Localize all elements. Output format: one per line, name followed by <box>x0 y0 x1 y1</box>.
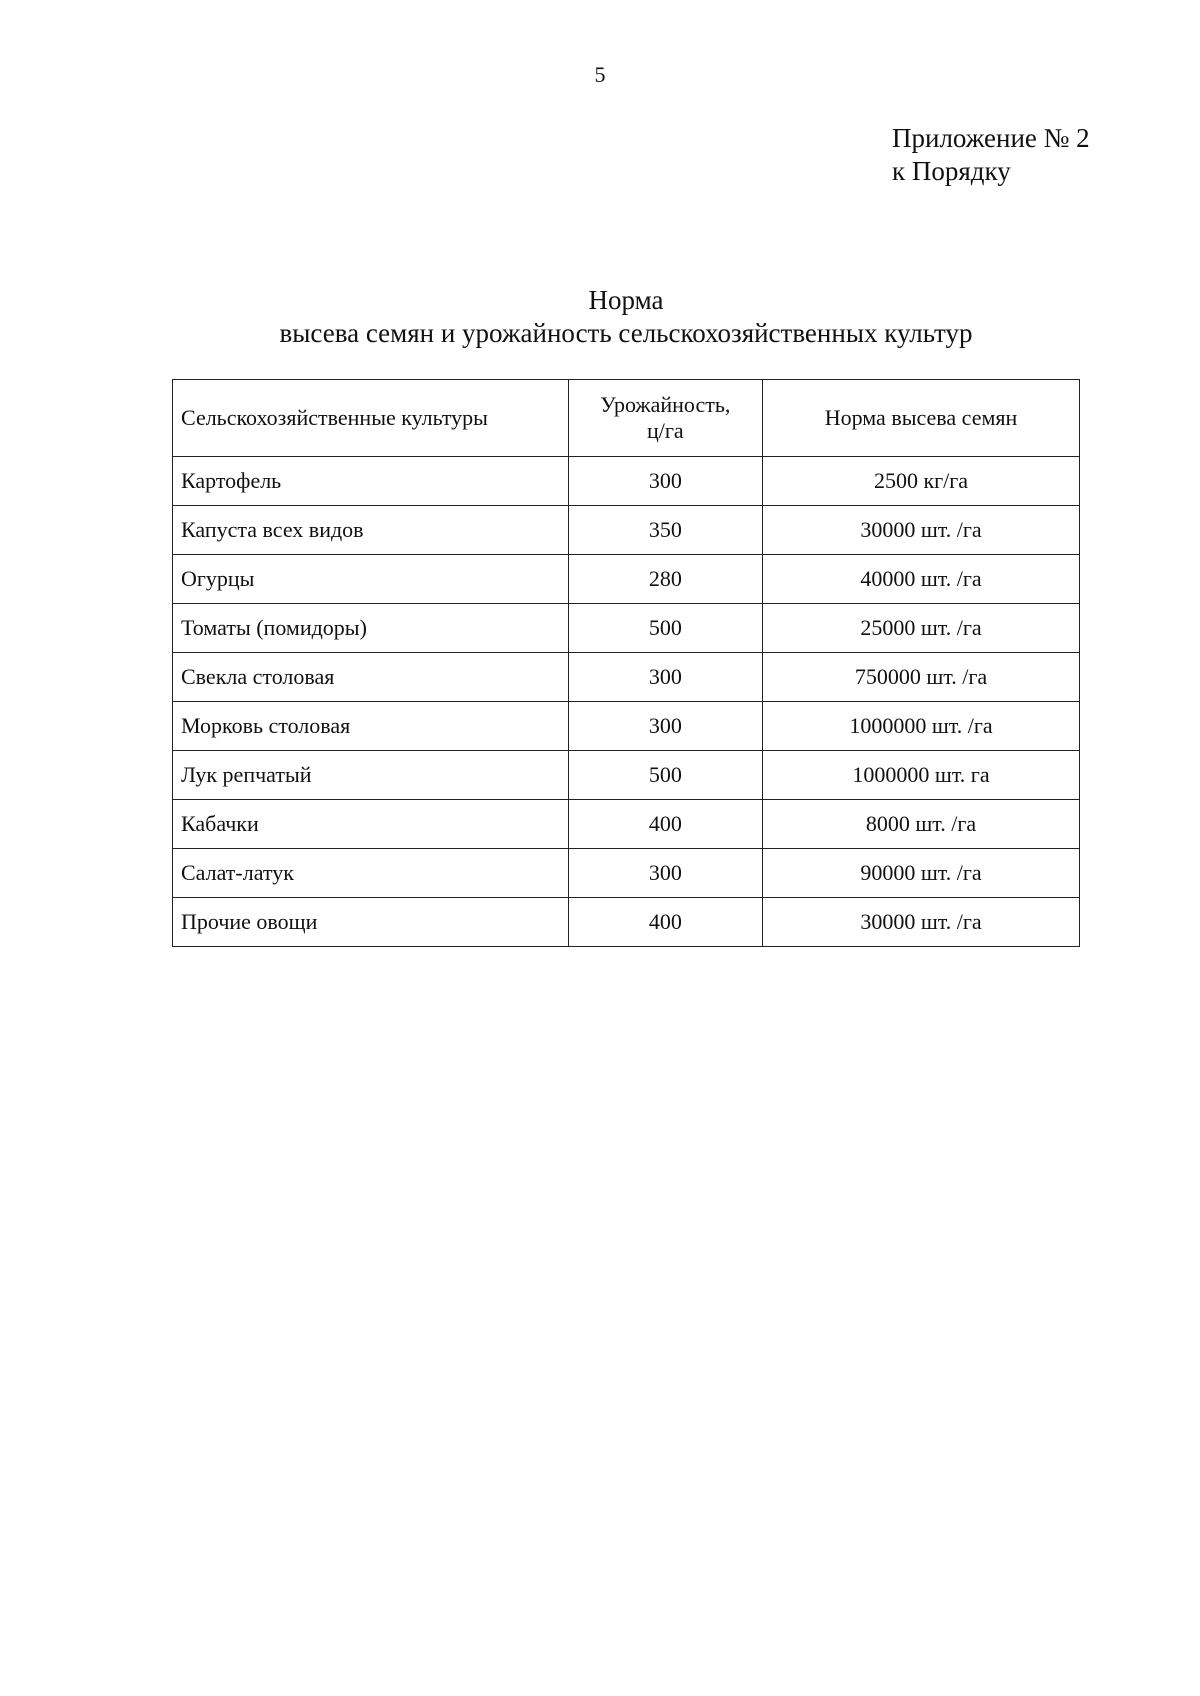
table-row <box>173 555 1080 604</box>
cell-seed-rate: 25000 шт. /га <box>763 604 1080 653</box>
title-line-2: высева семян и урожайность сельскохозяйственных культур <box>279 318 973 348</box>
cell-crop: Прочие овощи <box>173 898 569 947</box>
table-header-row <box>173 380 1080 457</box>
cell-yield: 500 <box>568 751 762 800</box>
cell-yield: 400 <box>568 800 762 849</box>
appendix-reference <box>892 122 1090 188</box>
cell-seed-rate: 40000 шт. /га <box>763 555 1080 604</box>
table-row <box>173 653 1080 702</box>
header-seed-rate: Норма высева семян <box>763 380 1080 457</box>
cell-seed-rate: 30000 шт. /га <box>763 506 1080 555</box>
cell-seed-rate: 1000000 шт. /га <box>763 702 1080 751</box>
cell-crop: Кабачки <box>173 800 569 849</box>
header-crop: Сельскохозяйственные культуры <box>173 380 569 457</box>
table-row <box>173 604 1080 653</box>
cell-yield: 300 <box>568 457 762 506</box>
cell-crop: Капуста всех видов <box>173 506 569 555</box>
table-row <box>173 849 1080 898</box>
cell-crop: Картофель <box>173 457 569 506</box>
cell-seed-rate: 30000 шт. /га <box>763 898 1080 947</box>
document-title <box>172 284 1080 350</box>
table-row <box>173 800 1080 849</box>
cell-crop: Морковь столовая <box>173 702 569 751</box>
table-row <box>173 702 1080 751</box>
header-yield-line-1: Урожайность, <box>600 392 731 417</box>
cell-crop: Томаты (помидоры) <box>173 604 569 653</box>
cell-crop: Свекла столовая <box>173 653 569 702</box>
cell-seed-rate: 90000 шт. /га <box>763 849 1080 898</box>
cell-yield: 400 <box>568 898 762 947</box>
cell-yield: 300 <box>568 702 762 751</box>
cell-crop: Огурцы <box>173 555 569 604</box>
cell-crop: Салат-латук <box>173 849 569 898</box>
title-line-1: Норма <box>588 285 664 315</box>
cell-yield: 350 <box>568 506 762 555</box>
header-yield-line-2: ц/га <box>646 418 684 443</box>
cell-yield: 500 <box>568 604 762 653</box>
seed-norms-table <box>172 379 1080 947</box>
cell-yield: 300 <box>568 849 762 898</box>
table-row <box>173 457 1080 506</box>
page-number: 5 <box>594 62 606 87</box>
table-row <box>173 898 1080 947</box>
cell-seed-rate: 1000000 шт. га <box>763 751 1080 800</box>
cell-crop: Лук репчатый <box>173 751 569 800</box>
cell-yield: 300 <box>568 653 762 702</box>
appendix-line-1: Приложение № 2 <box>892 123 1090 153</box>
appendix-line-2: к Порядку <box>892 156 1011 186</box>
table-row <box>173 751 1080 800</box>
cell-seed-rate: 750000 шт. /га <box>763 653 1080 702</box>
cell-seed-rate: 2500 кг/га <box>763 457 1080 506</box>
cell-seed-rate: 8000 шт. /га <box>763 800 1080 849</box>
header-yield <box>568 380 762 457</box>
cell-yield: 280 <box>568 555 762 604</box>
table-row <box>173 506 1080 555</box>
